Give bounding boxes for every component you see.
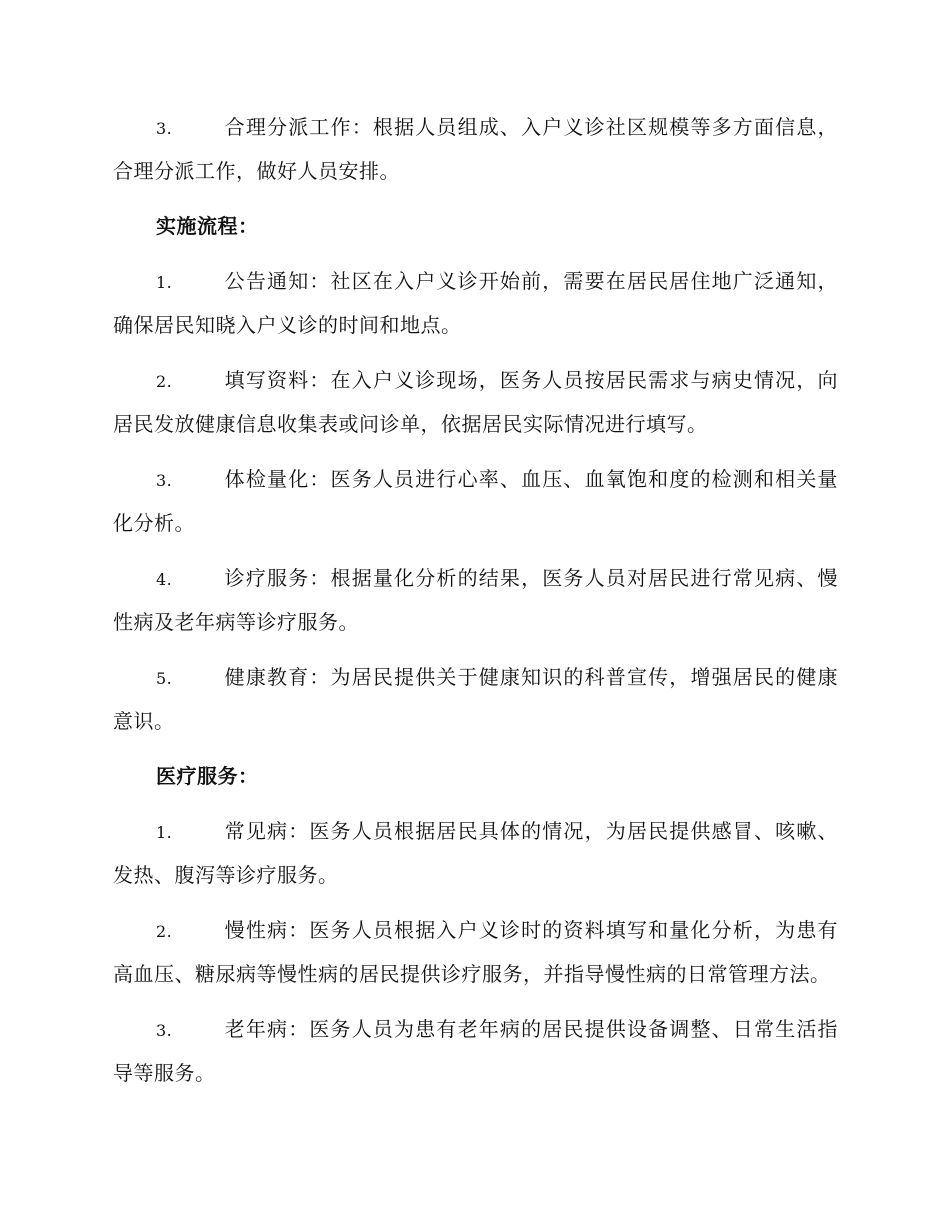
list-item [113, 557, 838, 644]
list-item-number: 3. [156, 471, 173, 490]
section-heading-medical-services: 医疗服务： [156, 764, 259, 788]
list-item [113, 909, 838, 996]
list-item [113, 458, 838, 545]
list-item-number: 3. [156, 119, 173, 138]
list-item [113, 359, 838, 446]
list-item-number: 3. [156, 1021, 173, 1040]
list-item-number: 1. [156, 823, 173, 842]
list-item [113, 1008, 838, 1095]
list-item-text: 填写资料：在入户义诊现场，医务人员按居民需求与病史情况，向居民发放健康信息收集表或问诊单，依据居民实际情况进行填写。 [113, 368, 838, 436]
list-item-text: 慢性病：医务人员根据入户义诊时的资料填写和量化分析，为患有高血压、糖尿病等慢性病的居民提供诊疗服务，并指导慢性病的日常管理方法。 [113, 918, 838, 986]
list-item-text: 常见病：医务人员根据居民具体的情况，为居民提供感冒、咳嗽、发热、腹泻等诊疗服务。 [113, 819, 838, 887]
list-item [113, 106, 838, 193]
list-item-number: 1. [156, 273, 173, 292]
list-item-text: 体检量化：医务人员进行心率、血压、血氧饱和度的检测和相关量化分析。 [113, 467, 838, 535]
list-item [113, 810, 838, 897]
list-item-text: 老年病：医务人员为患有老年病的居民提供设备调整、日常生活指导等服务。 [113, 1017, 838, 1085]
list-item-number: 5. [156, 669, 173, 688]
list-item-number: 4. [156, 570, 173, 589]
list-item [113, 656, 838, 743]
section-heading-implementation: 实施流程： [156, 214, 259, 238]
list-item-text: 合理分派工作：根据人员组成、入户义诊社区规模等多方面信息，合理分派工作，做好人员安排。 [113, 115, 838, 183]
list-item-text: 健康教育：为居民提供关于健康知识的科普宣传，增强居民的健康意识。 [113, 665, 838, 733]
list-item-text: 诊疗服务：根据量化分析的结果，医务人员对居民进行常见病、慢性病及老年病等诊疗服务。 [113, 566, 838, 634]
list-item-text: 公告通知：社区在入户义诊开始前，需要在居民居住地广泛通知，确保居民知晓入户义诊的时间和地点。 [113, 269, 838, 337]
list-item-number: 2. [156, 922, 173, 941]
document-body [113, 106, 838, 1107]
list-item [113, 260, 838, 347]
list-item-number: 2. [156, 372, 173, 391]
